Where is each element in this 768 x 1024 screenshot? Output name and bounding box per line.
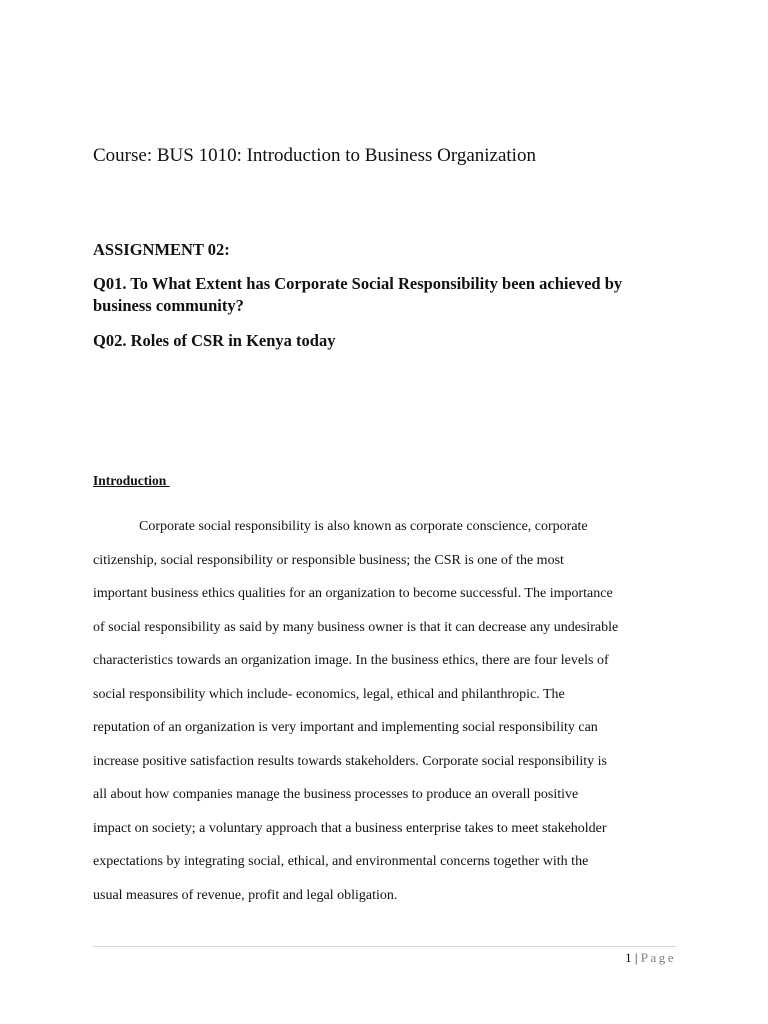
course-title: Course: BUS 1010: Introduction to Business Organization	[93, 145, 536, 166]
paragraph-line: impact on society; a voluntary approach that a business enterprise takes to meet stakeholder	[93, 820, 607, 836]
paragraph-line: social responsibility which include- economics, legal, ethical and philanthropic. The	[93, 686, 565, 702]
paragraph-line: of social responsibility as said by many business owner is that it can decrease any undesirable	[93, 619, 619, 635]
paragraph-line: all about how companies manage the business processes to produce an overall positive	[93, 787, 579, 802]
assignment-heading: ASSIGNMENT 02:	[93, 240, 230, 259]
footer-separator: |	[634, 950, 638, 965]
paragraph-line: important business ethics qualities for an organization to become successful. The importance	[93, 586, 613, 601]
page-footer	[625, 949, 676, 967]
paragraph-line: citizenship, social responsibility or responsible business; the CSR is one of the most	[93, 552, 564, 568]
paragraph-line: increase positive satisfaction results towards stakeholders. Corporate social responsibility is	[93, 753, 607, 769]
introduction-paragraph	[93, 516, 683, 918]
footer-divider	[93, 946, 676, 947]
section-heading-introduction: Introduction	[93, 473, 170, 488]
page-label: Page	[640, 950, 676, 965]
paragraph-line: expectations by integrating social, ethical, and environmental concerns together with the	[93, 854, 589, 869]
page-number: 1	[625, 950, 632, 965]
paragraph-line: usual measures of revenue, profit and legal obligation.	[93, 887, 398, 903]
question-2: Q02. Roles of CSR in Kenya today	[93, 331, 336, 350]
paragraph-line: reputation of an organization is very important and implementing social responsibility can	[93, 720, 598, 735]
paragraph-line: Corporate social responsibility is also known as corporate conscience, corporate	[139, 519, 588, 534]
paragraph-line: characteristics towards an organization image. In the business ethics, there are four levels of	[93, 653, 609, 668]
question-1: Q01. To What Extent has Corporate Social Responsibility been achieved by business community?	[93, 274, 623, 315]
